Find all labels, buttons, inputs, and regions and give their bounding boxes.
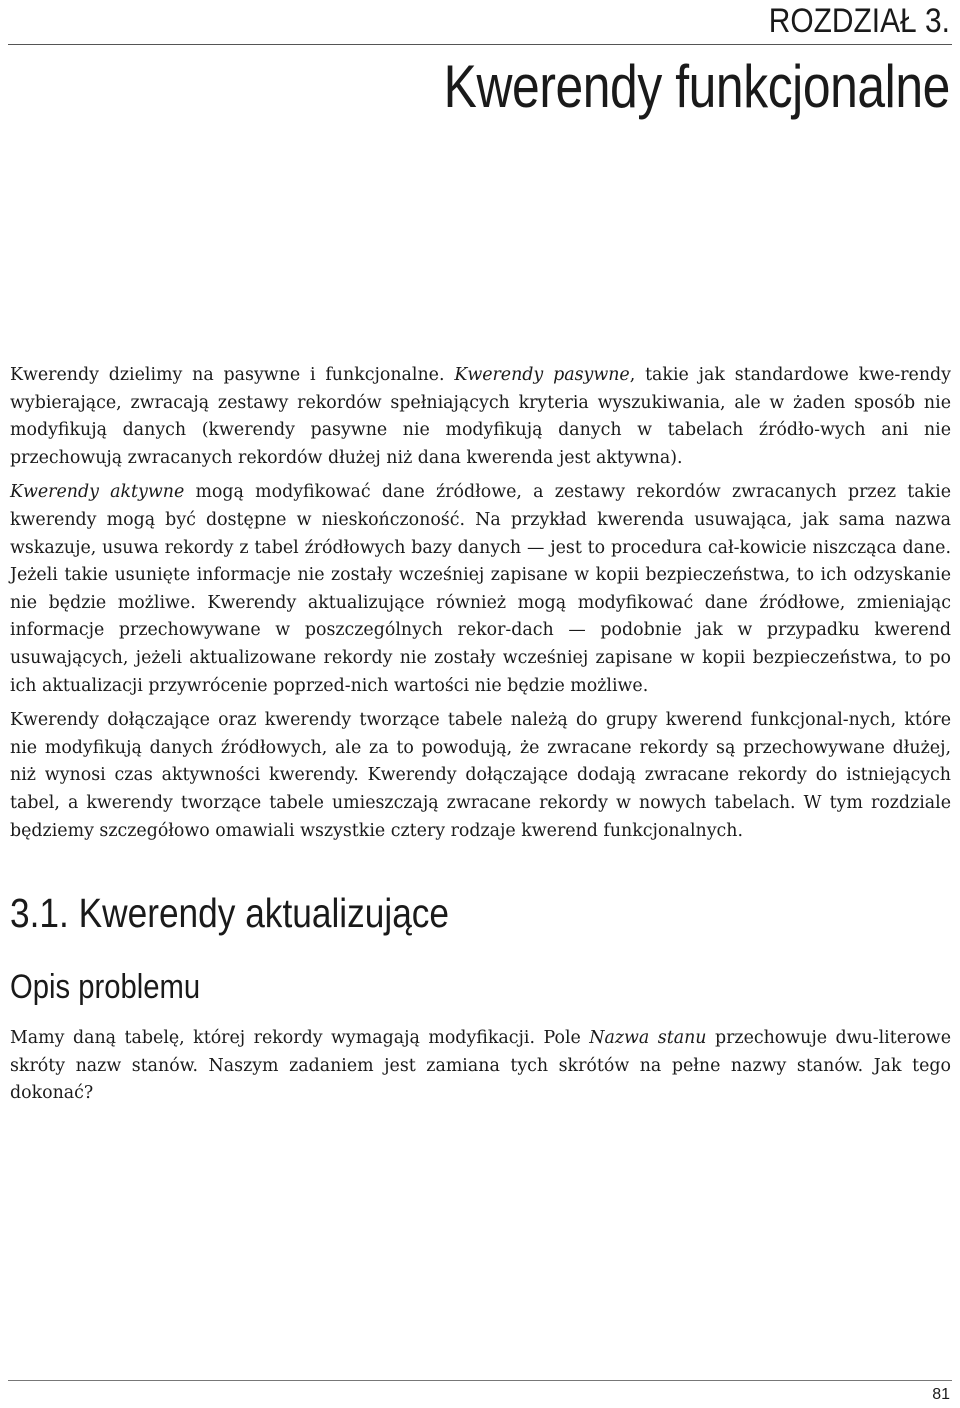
intro-paragraph [10,362,951,472]
section-heading: 3.1. Kwerendy aktualizujące [10,890,450,937]
chapter-label: ROZDZIAŁ 3. [768,2,950,40]
footer-divider [8,1380,952,1381]
page-content [10,362,951,1108]
intro-text-end: , takie jak standardowe kwe-rendy wybierające, zwracają zestawy rekordów spełniających kryteria wyszukiwania, ale w żaden sposób nie modyfikują danych (kwerendy pasywne nie modyfikują danych w tabelach źródło-wych ani nie przechowują zwracanych rekordów dłużej niż dana kwerenda jest aktywna). [10,365,951,468]
passive-queries-term: Kwerendy pasywne [454,365,630,385]
chapter-title: Kwerendy funkcjonalne [443,53,950,120]
problem-paragraph [10,1025,951,1108]
active-queries-text: mogą modyfikować dane źródłowe, a zestawy rekordów zwracanych przez takie kwerendy mogą być dostępne w nieskończoność. Na przykład kwerenda usuwająca, jak sama nazwa wskazuje, usuwa rekordy z tabel źródłowych bazy danych — jest to procedura cał-kowicie niszcząca dane. Jeżeli takie usunięte informacje nie zostały wcześniej zapisane w kopii bezpieczeństwa, to ich odzyskanie nie będzie możliwe. Kwerendy aktualizujące również mogą modyfikować dane źródłowe, zmieniając informacje przechowywane w poszczególnych rekor-dach — podobnie jak w przypadku kwerend usuwających, jeżeli aktualizowane rekordy nie zostały wcześniej zapisane w kopii bezpieczeństwa, to po ich aktualizacji przywrócenie poprzed-nich wartości nie będzie możliwe. [10,482,951,696]
header-divider [8,44,952,45]
field-name-term: Nazwa stanu [589,1028,707,1049]
intro-text-start: Kwerendy dzielimy na pasywne i funkcjonalne. [10,365,455,385]
active-queries-paragraph [10,479,951,700]
append-queries-paragraph: Kwerendy dołączające oraz kwerendy tworzące tabele należą do grupy kwerend funkcjonal-nych, które nie modyfikują danych źródłowych, ale za to powodują, że zwracane rekordy są przechowywane dłużej, niż wynosi czas aktywności kwerendy. Kwerendy dołączające dodają zwracane rekordy do istniejących tabel, a kwerendy tworzące tabele umieszczają zwracane rekordy w nowych tabelach. W tym rozdziale będziemy szczegółowo omawiali wszystkie cztery rodzaje kwerend funkcjonalnych. [10,710,951,841]
active-queries-term: Kwerendy aktywne [10,482,185,503]
problem-text-start: Mamy daną tabelę, której rekordy wymagają modyfikacji. Pole [10,1028,590,1049]
subsection-heading: Opis problemu [10,968,201,1007]
page-number: 81 [932,1386,950,1403]
problem-text-end: przechowuje dwu-literowe skróty nazw stanów. Naszym zadaniem jest zamiana tych skrótów na pełne nazwy stanów. Jak tego dokonać? [10,1028,951,1104]
